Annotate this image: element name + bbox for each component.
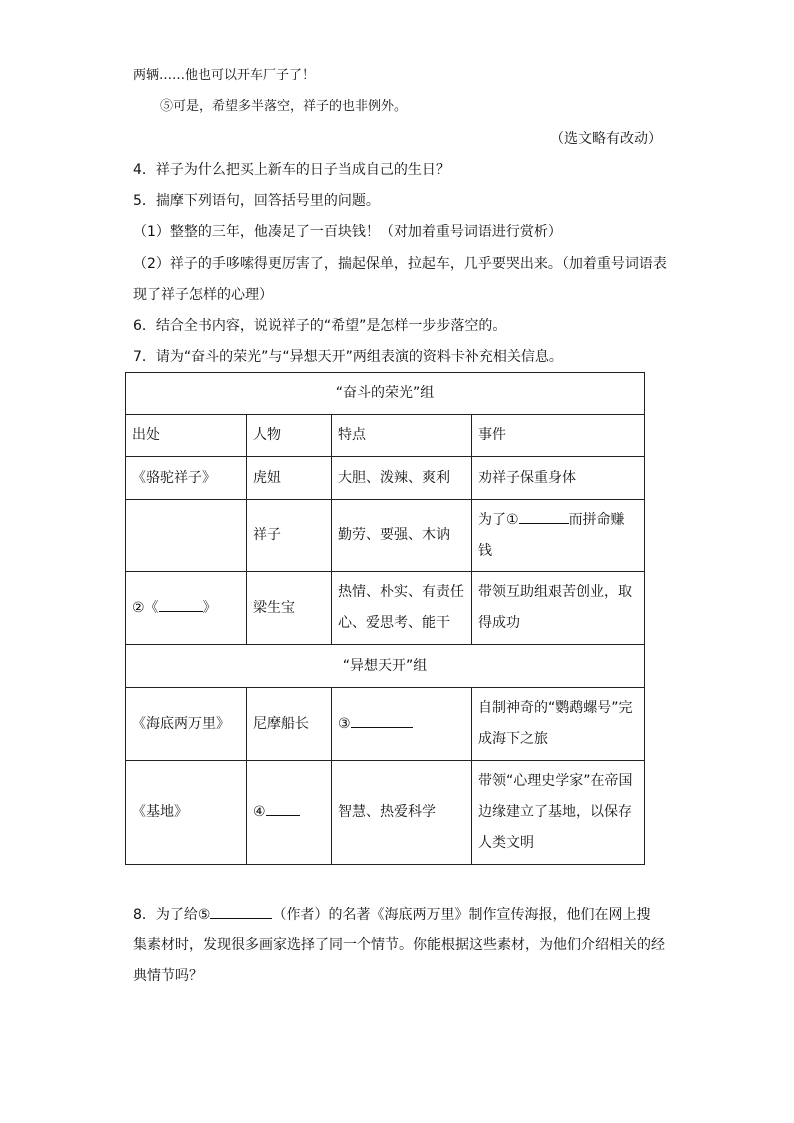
question-5: 5．揣摩下列语句，回答括号里的问题。 <box>133 193 380 209</box>
table-row <box>126 688 645 761</box>
row3-trait: 热情、朴实、有责任心、爱思考、能干 <box>332 572 472 645</box>
row5-person-prefix: ④ <box>253 804 266 820</box>
header-source: 出处 <box>126 415 247 457</box>
question-5-1: （1）整整的三年，他凑足了一百块钱！（对加着重号词语进行赏析） <box>133 224 562 240</box>
header-trait: 特点 <box>332 415 472 457</box>
row3-source <box>126 572 247 645</box>
question-5-2-line-2: 现了祥子怎样的心理） <box>133 287 273 303</box>
question-7: 7．请为“奋斗的荣光”与“异想天开”两组表演的资料卡补充相关信息。 <box>133 349 563 365</box>
question-8-suffix: （作者）的名著《海底两万里》制作宣传海报，他们在网上搜 <box>272 907 651 923</box>
question-8-line-1 <box>133 904 650 925</box>
row5-person <box>247 761 332 865</box>
question-6: 6．结合全书内容，说说祥子的“希望”是怎样一步步落空的。 <box>133 318 507 334</box>
row4-trait <box>332 688 472 761</box>
table-header-row <box>126 415 645 457</box>
row2-trait: 勤劳、要强、木讷 <box>332 500 472 572</box>
table-row <box>126 457 645 500</box>
info-card-table <box>125 372 645 865</box>
row5-source: 《基地》 <box>126 761 247 865</box>
row2-event <box>472 500 645 572</box>
row2-source <box>126 500 247 572</box>
row3-event: 带领互助组艰苦创业，取得成功 <box>472 572 645 645</box>
row1-trait: 大胆、泼辣、爽利 <box>332 457 472 500</box>
row4-person: 尼摩船长 <box>247 688 332 761</box>
table-row <box>126 761 645 865</box>
table-row <box>126 500 645 572</box>
row1-source: 《骆驼祥子》 <box>126 457 247 500</box>
answer-blank-5[interactable] <box>210 904 272 919</box>
source-note: （选文略有改动） <box>550 131 662 147</box>
row1-person: 虎妞 <box>247 457 332 500</box>
question-8-line-3: 典情节吗？ <box>133 968 203 984</box>
row5-trait: 智慧、热爱科学 <box>332 761 472 865</box>
header-person: 人物 <box>247 415 332 457</box>
header-event: 事件 <box>472 415 645 457</box>
question-8-prefix: 8．为了给⑤ <box>133 907 211 923</box>
row2-event-suffix: 而拼命赚钱 <box>478 511 625 559</box>
question-4: 4．祥子为什么把买上新车的日子当成自己的生日？ <box>133 162 450 178</box>
question-5-2-line-1: （2）祥子的手哆嗦得更厉害了，揣起保单，拉起车，几乎要哭出来。（加着重号词语表 <box>133 256 667 272</box>
table-row <box>126 572 645 645</box>
row3-person: 梁生宝 <box>247 572 332 645</box>
row4-event: 自制神奇的“鹦鹉螺号”完成海下之旅 <box>472 688 645 761</box>
row4-trait-prefix: ③ <box>338 715 351 732</box>
passage-line-2: ⑤可是，希望多半落空，祥子的也非例外。 <box>160 99 408 114</box>
row2-person: 祥子 <box>247 500 332 572</box>
row3-source-suffix: 》 <box>202 599 217 616</box>
row3-source-prefix: ②《 <box>132 599 159 616</box>
row1-event: 劝祥子保重身体 <box>472 457 645 500</box>
group-2-title: “异想天开”组 <box>126 645 645 688</box>
row2-event-prefix: 为了① <box>478 511 519 528</box>
answer-blank-2[interactable] <box>159 597 203 612</box>
answer-blank-3[interactable] <box>351 713 413 728</box>
row5-event: 带领“心理史学家”在帝国边缘建立了基地，以保存人类文明 <box>472 761 645 865</box>
question-8-line-2: 集素材时，发现很多画家选择了同一个情节。你能根据这些素材，为他们介绍相关的经 <box>133 937 665 953</box>
answer-blank-1[interactable] <box>519 509 569 524</box>
answer-blank-4[interactable] <box>266 801 300 816</box>
passage-line-1: 两辆……他也可以开车厂子了！ <box>133 68 316 83</box>
row4-source: 《海底两万里》 <box>126 688 247 761</box>
group-1-title: “奋斗的荣光”组 <box>126 373 645 415</box>
